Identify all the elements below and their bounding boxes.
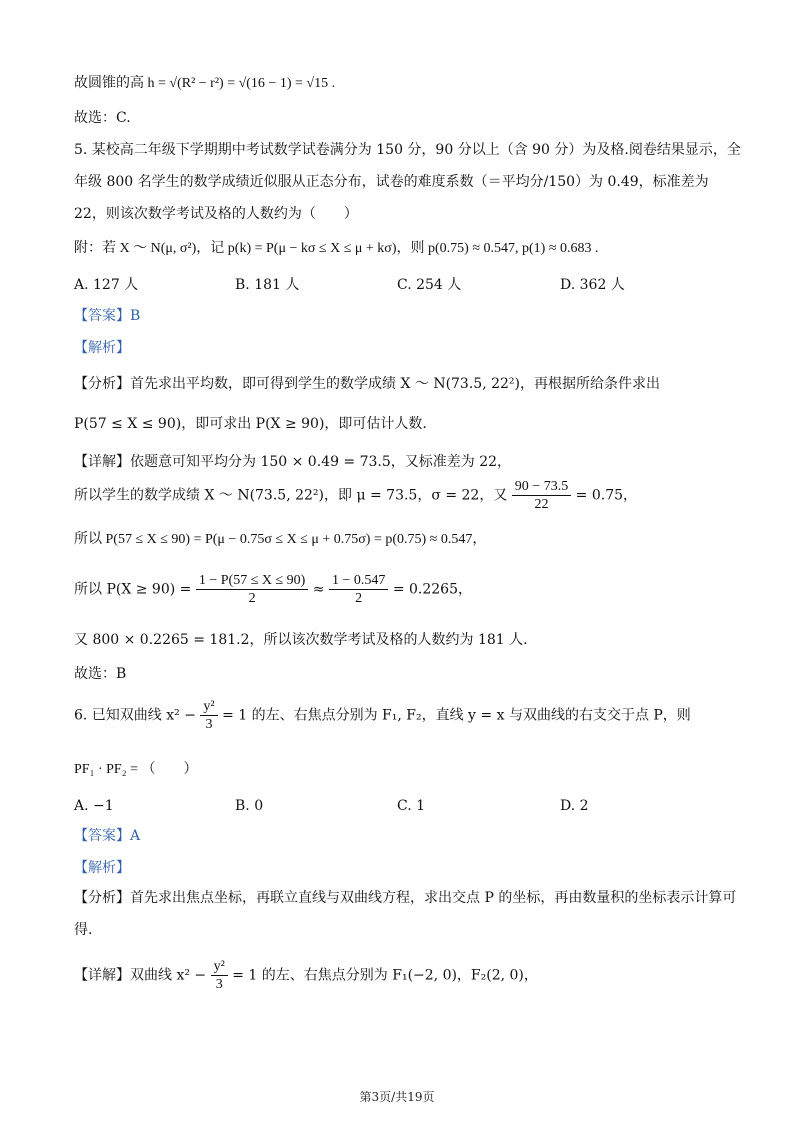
q6-analysis-line2: 得.	[74, 922, 93, 938]
q6-analysis-line1: 【分析】首先求出焦点坐标，再联立直线与双曲线方程，求出交点 P 的坐标，再由数量积的坐标表示计算可	[74, 890, 737, 906]
q6-option-a: A. −1	[74, 798, 114, 814]
q5-stem-line2: 年级 800 名学生的数学成绩近似服从正态分布，试卷的难度系数（＝平均分/150）为 0.49，标准差为	[74, 174, 709, 190]
q6-detail-text2: = 1 的左、右焦点分别为 F₁(−2, 0)，F₂(2, 0)，	[232, 967, 538, 984]
q5-option-d: D. 362 人	[560, 277, 625, 293]
q5-conclusion: 故选：B	[74, 666, 127, 682]
q6-option-c: C. 1	[397, 798, 426, 814]
q5-analysis-line1: 【分析】首先求出平均数，即可得到学生的数学成绩 X ～ N(73.5, 22²)，再根据所给条件求出	[74, 376, 660, 392]
probability-value-numerator: 1 − 0.547	[329, 572, 388, 590]
q5-answer: 【答案】B	[74, 308, 141, 324]
hyperbola-fraction-detail	[211, 958, 228, 993]
z-score-fraction	[512, 478, 571, 513]
q5-detail-line2	[74, 478, 637, 513]
q5-detail-line5: 又 800 × 0.2265 = 181.2，所以该次数学考试及格的人数约为 181 人.	[74, 632, 528, 648]
hyperbola-fraction	[200, 698, 217, 733]
q6-stem-text2: = 1 的左、右焦点分别为 F₁, F₂，直线 y = x 与双曲线的右支交于点 P，则	[222, 707, 691, 724]
probability-result: = 0.2265，	[392, 581, 472, 598]
q5-detail-line4	[74, 572, 472, 607]
page-number-footer: 第3页/共19页	[359, 1090, 435, 1104]
probability-numerator: 1 − P(57 ≤ X ≤ 90)	[196, 572, 308, 590]
approx-sign: ≈	[312, 581, 325, 598]
hyperbola-denominator: 3	[205, 717, 213, 732]
z-score-denominator: 22	[534, 497, 549, 512]
q6-option-b: B. 0	[235, 798, 264, 814]
q6-option-d: D. 2	[560, 798, 589, 814]
q5-analysis-line2: P(57 ≤ X ≤ 90)，即可求出 P(X ≥ 90)，即可估计人数.	[74, 416, 427, 432]
q5-detail-line3: 所以 P(57 ≤ X ≤ 90) = P(μ − 0.75σ ≤ X ≤ μ + 0.75σ) = p(0.75) ≈ 0.547，	[74, 532, 487, 547]
hyperbola-detail-denominator: 3	[215, 977, 223, 992]
q5-stem-line3: 22，则该次数学考试及格的人数约为（ ）	[74, 206, 358, 222]
q5-appendix: 附：若 X ～ N(μ, σ²)，记 p(k) = P(μ − kσ ≤ X ≤ μ + kσ)，则 p(0.75) ≈ 0.547, p(1) ≈ 0.683 .	[74, 241, 599, 256]
q5-stem-line1: 5. 某校高二年级下学期期中考试数学试卷满分为 150 分，90 分以上（含 90 分）为及格.阅卷结果显示，全	[74, 142, 741, 158]
probability-value-denominator: 2	[355, 591, 363, 606]
z-score-result: = 0.75，	[575, 487, 638, 504]
q6-stem-text1: 6. 已知双曲线 x² −	[74, 707, 196, 724]
q5-option-c: C. 254 人	[397, 277, 462, 293]
q6-answer: 【答案】A	[74, 828, 141, 844]
probability-denominator: 2	[248, 591, 256, 606]
answer-choice-prev: 故选：C.	[74, 110, 131, 126]
probability-value-fraction	[329, 572, 388, 607]
q6-stem-line1	[74, 698, 691, 733]
q6-detail-line1	[74, 958, 538, 993]
q5-detail-line1: 【详解】依题意可知平均分为 150 × 0.49 = 73.5，又标准差为 22，	[74, 454, 512, 470]
probability-fraction	[196, 572, 308, 607]
hyperbola-numerator: y²	[200, 698, 217, 716]
q6-analysis-heading: 【解析】	[74, 860, 130, 876]
q5-analysis-heading: 【解析】	[74, 340, 130, 356]
q5-detail-line4-text: 所以 P(X ≥ 90) =	[74, 581, 192, 598]
q6-stem-line2: PF₁ · PF₂ = （ ）	[74, 762, 198, 777]
q5-option-a: A. 127 人	[74, 277, 139, 293]
z-score-numerator: 90 − 73.5	[512, 478, 571, 496]
q5-option-b: B. 181 人	[235, 277, 300, 293]
q5-detail-line2-text: 所以学生的数学成绩 X ～ N(73.5, 22²)，即 μ = 73.5，σ = 22，又	[74, 487, 508, 504]
hyperbola-detail-numerator: y²	[211, 958, 228, 976]
q6-detail-text1: 【详解】双曲线 x² −	[74, 967, 207, 984]
cone-height-line: 故圆锥的高 h = √(R² − r²) = √(16 − 1) = √15 .	[74, 76, 336, 91]
